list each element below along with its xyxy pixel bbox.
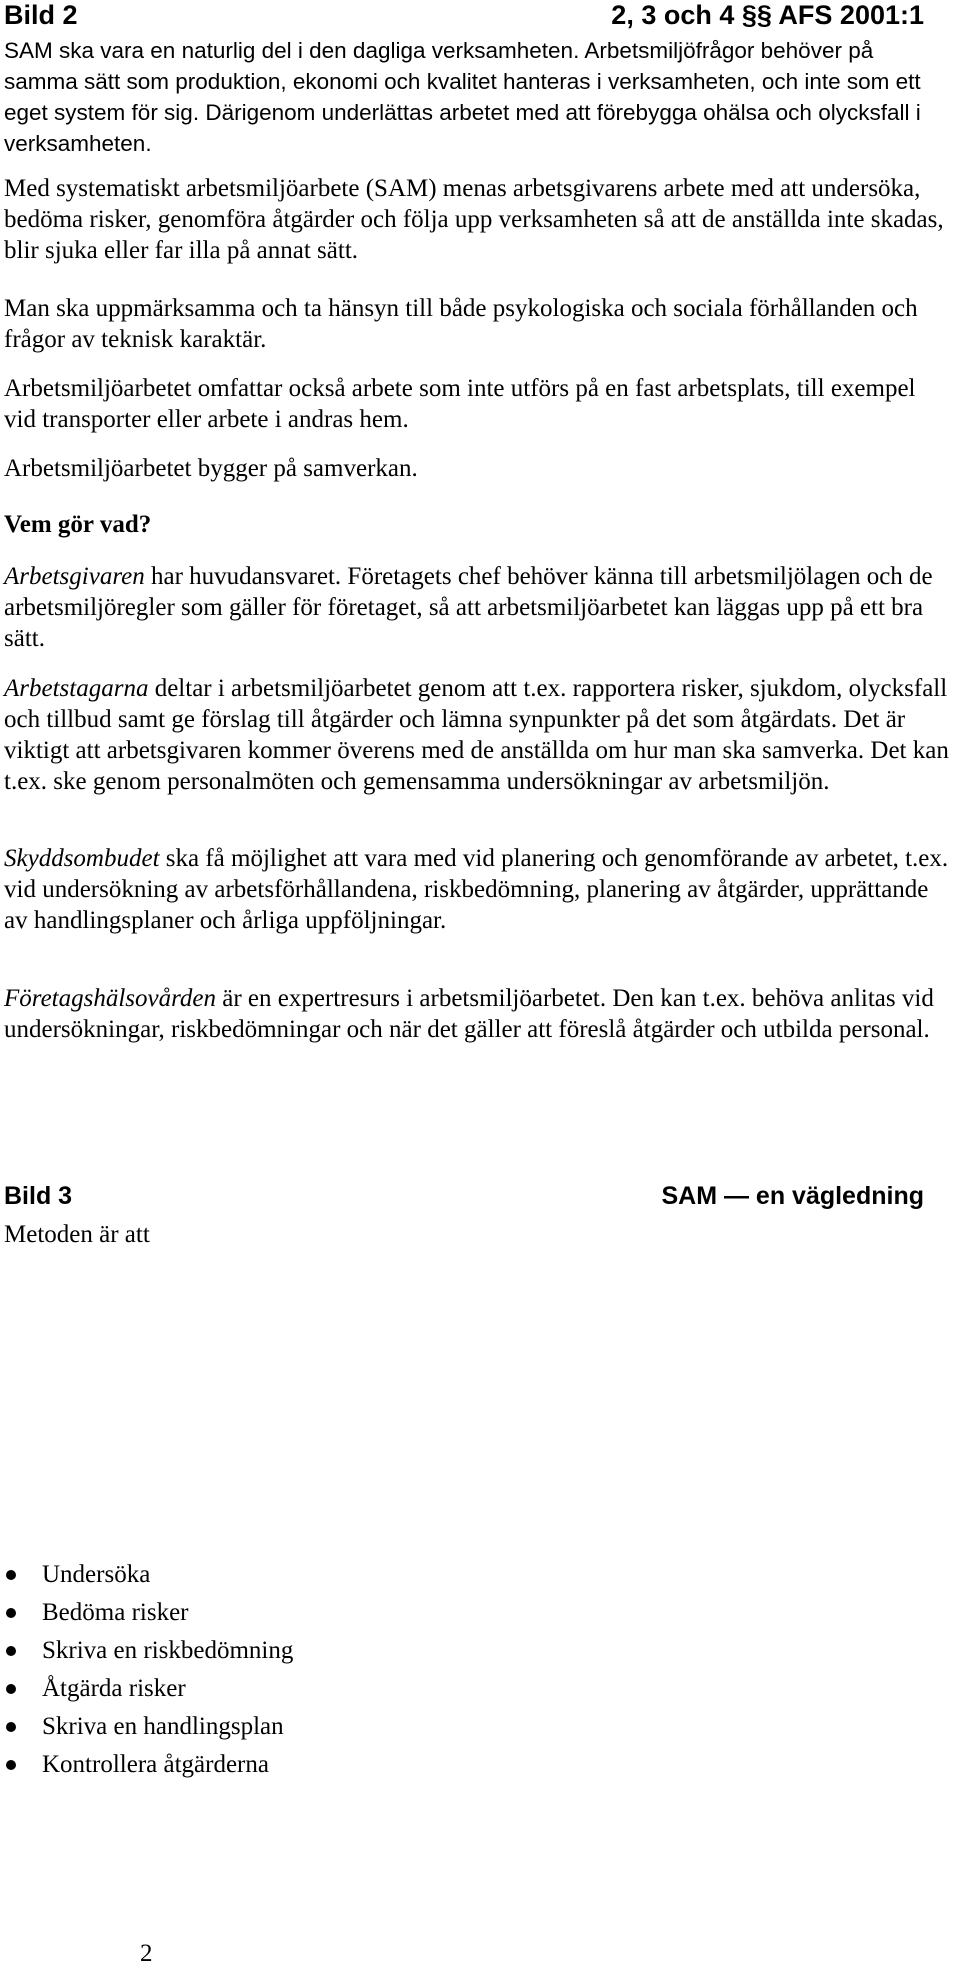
heading-right: SAM — en vägledning [661,1182,924,1210]
role-name: Arbetstagarna [4,675,149,702]
cooperation-paragraph: Arbetsmiljöarbetet bygger på samverkan. [4,455,418,482]
method-steps-list [4,1559,293,1787]
role-name: Företagshälsovården [4,985,217,1012]
list-item-label: Skriva en riskbedömning [42,1637,294,1664]
page-number: 2 [140,1940,153,1967]
bullet-icon [6,1722,16,1732]
list-item [4,1635,293,1673]
list-item-label: Skriva en handlingsplan [42,1713,284,1740]
role-safety-representative [4,843,949,936]
role-text: är en expertresurs i arbetsmiljöarbetet. Den kan t.ex. behöva anlitas vid undersökningar, riskbedömningar och när det gäller att föreslå åtgärder och utbilda personal. [4,985,934,1043]
list-item [4,1673,293,1711]
heading-left: Bild 3 [4,1182,73,1210]
list-item-label: Åtgärda risker [42,1675,186,1702]
role-name: Skyddsombudet [4,845,160,872]
section-heading-bild-3 [4,1182,924,1216]
scope-paragraph: Arbetsmiljöarbetet omfattar också arbete som inte utförs på en fast arbetsplats, till exempel vid transporter eller arbete i andras hem. [4,375,916,433]
method-intro: Metoden är att [4,1221,150,1248]
role-occupational-health [4,983,949,1045]
role-name: Arbetsgivaren [4,563,145,590]
subheading-vem-gor-vad: Vem gör vad? [4,511,152,538]
list-item [4,1711,293,1749]
heading-right [611,0,924,31]
paragraph-symbol: §§ [741,0,772,30]
role-text: deltar i arbetsmiljöarbetet genom att t.ex. rapportera risker, sjukdom, olycksfall och tillbud samt ge förslag till åtgärder och lämna synpunkter på det som åtgärdats. Det är viktigt att arbetsgivaren kommer överens med de anställda om hur man ska samverka. Det kan t.ex. ske genom personalmöten och gemensamma undersökningar av arbetsmiljön. [4,675,949,795]
section-heading-bild-2 [4,0,924,34]
bullet-icon [6,1760,16,1770]
list-item [4,1749,293,1787]
bullet-icon [6,1646,16,1656]
intro-paragraph: SAM ska vara en naturlig del i den dagliga verksamheten. Arbetsmiljöfrågor behöver på samma sätt som produktion, ekonomi och kvalitet hanteras i verksamheten, och inte som ett eget system för sig. Därigenom underlättas arbetet med att förebygga ohälsa och olycksfall i verksamheten. [4,38,921,156]
sam-definition-paragraph: Med systematiskt arbetsmiljöarbete (SAM) menas arbetsgivarens arbete med att undersöka, bedöma risker, genomföra åtgärder och följa upp verksamheten så att de anställda inte skadas, blir sjuka eller far illa på annat sätt. [4,175,944,264]
list-item-label: Bedöma risker [42,1599,189,1626]
heading-right-prefix: 2, 3 och 4 [611,0,735,30]
bullet-icon [6,1608,16,1618]
role-text: har huvudansvaret. Företagets chef behöver känna till arbetsmiljölagen och de arbetsmiljöregler som gäller för företaget, så att arbetsmiljöarbetet kan läggas upp på ett bra sätt. [4,563,933,652]
list-item-label: Undersöka [42,1561,151,1588]
bullet-icon [6,1570,16,1580]
list-item [4,1597,293,1635]
list-item [4,1559,293,1597]
heading-left: Bild 2 [4,0,78,30]
bullet-icon [6,1684,16,1694]
role-employer [4,561,949,654]
role-employees [4,673,949,797]
consideration-paragraph: Man ska uppmärksamma och ta hänsyn till både psykologiska och sociala förhållanden och frågor av teknisk karaktär. [4,295,918,353]
role-text: ska få möjlighet att vara med vid planering och genomförande av arbetet, t.ex. vid undersökning av arbetsförhållandena, riskbedömning, planering av åtgärder, upprättande av handlingsplaner och årliga uppföljningar. [4,845,949,934]
heading-right-suffix: AFS 2001:1 [778,0,924,30]
list-item-label: Kontrollera åtgärderna [42,1751,269,1778]
